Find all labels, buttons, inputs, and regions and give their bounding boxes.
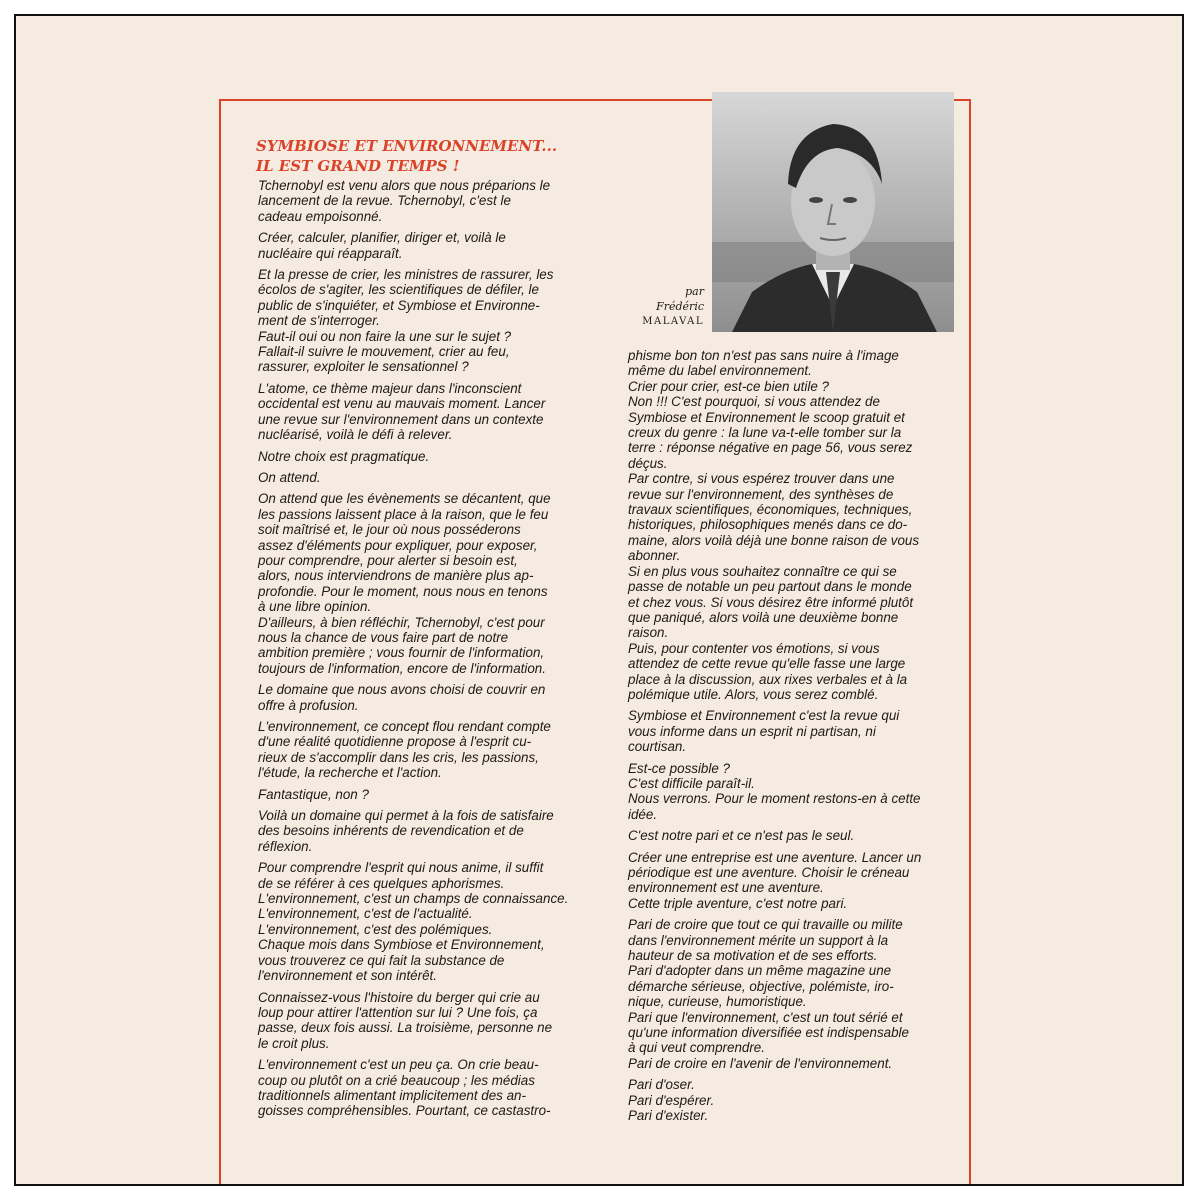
text-line: passe de notable un peu partout dans le monde — [628, 579, 912, 595]
text-line: l'étude, la recherche et l'action. — [258, 765, 442, 781]
text-line: soit maîtrisé et, le jour où nous posséderons — [258, 522, 521, 538]
text-line: environnement est une aventure. — [628, 880, 824, 896]
text-line: Pari d'adopter dans un même magazine une — [628, 963, 892, 979]
text-line: Pari que l'environnement, c'est un tout sérié et — [628, 1009, 903, 1025]
left-column — [258, 178, 591, 1125]
text-line: maine, alors voilà déjà une bonne raison de vous — [628, 532, 920, 548]
text-line: réflexion. — [258, 838, 313, 854]
paragraph — [258, 719, 591, 781]
text-line: lancement de la revue. Tchernobyl, c'est le — [258, 193, 511, 209]
text-line: loup pour attirer l'attention sur lui ? Une fois, ça — [258, 1004, 538, 1020]
text-line: d'une réalité quotidienne propose à l'esprit cu- — [258, 734, 532, 750]
text-line: Puis, pour contenter vos émotions, si vous — [628, 640, 880, 656]
text-line: Voilà un domaine qui permet à la fois de satisfaire — [258, 808, 554, 824]
text-line: Faut-il oui ou non faire la une sur le sujet ? — [258, 328, 512, 344]
text-line: déçus. — [628, 455, 668, 471]
text-line: C'est notre pari et ce n'est pas le seul. — [628, 828, 855, 844]
text-line: ambition première ; vous fournir de l'information, — [258, 645, 545, 661]
text-line: Cette triple aventure, c'est notre pari. — [628, 895, 848, 911]
text-line: L'environnement, c'est des polémiques. — [258, 921, 493, 937]
text-line: démarche sérieuse, objective, polémiste, iro- — [628, 978, 894, 994]
text-line: nique, curieuse, humoristique. — [628, 994, 807, 1010]
text-line: Pour comprendre l'esprit qui nous anime, il suffit — [258, 860, 544, 876]
text-line: Fallait-il suivre le mouvement, crier au feu, — [258, 344, 510, 360]
text-line: nous la chance de vous faire part de notre — [258, 629, 509, 645]
article-title — [256, 136, 616, 176]
text-line: Pari de croire en l'avenir de l'environnement. — [628, 1055, 893, 1071]
text-line: le croit plus. — [258, 1035, 330, 1051]
paragraph — [628, 828, 956, 843]
paragraph — [258, 491, 591, 676]
author-photo — [712, 92, 954, 332]
text-line: Par contre, si vous espérez trouver dans une — [628, 471, 895, 487]
author-portrait-image — [712, 92, 954, 332]
text-line: Chaque mois dans Symbiose et Environnement, — [258, 937, 545, 953]
text-line: terre : réponse négative en page 56, vous serez — [628, 440, 913, 456]
paragraph — [628, 708, 956, 754]
text-line: assez d'éléments pour expliquer, pour exposer, — [258, 537, 538, 553]
text-line: Pari de croire que tout ce qui travaille ou milite — [628, 917, 903, 933]
text-line: écolos de s'agiter, les scientifiques de défiler, le — [258, 282, 539, 298]
byline-last-name: MALAVAL — [642, 316, 704, 327]
paragraph — [258, 1057, 591, 1119]
title-line-2: IL EST GRAND TEMPS ! — [256, 157, 460, 175]
text-line: Et la presse de crier, les ministres de rassurer, les — [258, 267, 554, 283]
text-line: phisme bon ton n'est pas sans nuire à l'image — [628, 348, 899, 363]
text-line: Tchernobyl est venu alors que nous préparions le — [258, 178, 551, 193]
text-line: Si en plus vous souhaitez connaître ce qui se — [628, 563, 897, 579]
text-line: rieux de s'accomplir dans les cris, les passions, — [258, 749, 539, 765]
magazine-page — [14, 14, 1184, 1186]
text-line: L'environnement, ce concept flou rendant compte — [258, 719, 551, 734]
text-line: offre à profusion. — [258, 697, 359, 713]
paragraph — [258, 787, 591, 802]
text-line: une revue sur l'environnement dans un contexte — [258, 411, 544, 427]
text-line: traditionnels alimentant implicitement des an- — [258, 1087, 526, 1103]
paragraph — [258, 990, 591, 1052]
text-line: vous informe dans un esprit ni partisan, ni — [628, 723, 876, 739]
text-line: toujours de l'information, encore de l'information. — [258, 660, 546, 676]
paragraph — [628, 917, 956, 1071]
right-column — [628, 348, 956, 1130]
paragraph — [258, 230, 591, 261]
text-line: cadeau empoisonné. — [258, 208, 383, 224]
text-line: et chez vous. Si vous désirez être informé plutôt — [628, 594, 914, 610]
text-line: idée. — [628, 806, 658, 822]
paragraph — [628, 850, 956, 912]
text-line: Crier pour crier, est-ce bien utile ? — [628, 378, 829, 394]
text-line: public de s'inquiéter, et Symbiose et Environne- — [258, 297, 540, 313]
text-line: à une libre opinion. — [258, 599, 372, 615]
text-line: nucléarisé, voilà le défi à relever. — [258, 427, 453, 443]
text-line: On attend. — [258, 469, 321, 485]
text-line: rassurer, exploiter le sensationnel ? — [258, 359, 469, 375]
text-line: Notre choix est pragmatique. — [258, 448, 430, 464]
text-line: C'est difficile paraît-il. — [628, 775, 755, 791]
paragraph — [258, 267, 591, 375]
paragraph — [258, 860, 591, 983]
text-line: vous trouverez ce qui fait la substance de — [258, 952, 505, 968]
text-line: passe, deux fois aussi. La troisième, personne ne — [258, 1020, 553, 1036]
text-line: nucléaire qui réapparaît. — [258, 245, 403, 261]
text-line: pour comprendre, pour alerter si besoin est, — [258, 552, 518, 568]
paragraph — [628, 761, 956, 823]
text-line: des besoins inhérents de revendication et de — [258, 823, 524, 839]
text-line: courtisan. — [628, 739, 687, 755]
text-line: Le domaine que nous avons choisi de couvrir en — [258, 682, 546, 698]
text-line: raison. — [628, 625, 669, 641]
text-line: On attend que les évènements se décantent, que — [258, 491, 551, 507]
text-line: ment de s'interroger. — [258, 313, 380, 329]
text-line: creux du genre : la lune va-t-elle tomber sur la — [628, 425, 902, 441]
text-line: Créer, calculer, planifier, diriger et, voilà le — [258, 230, 506, 246]
text-line: L'atome, ce thème majeur dans l'inconscient — [258, 380, 522, 396]
text-line: coup ou plutôt on a crié beaucoup ; les médias — [258, 1072, 535, 1088]
paragraph — [258, 178, 591, 224]
text-line: place à la discussion, aux rixes verbales et à la — [628, 671, 908, 687]
text-line: l'environnement et son intérêt. — [258, 968, 437, 984]
paragraph — [258, 682, 591, 713]
text-line: Créer une entreprise est une aventure. Lancer un — [628, 849, 922, 865]
text-line: Pari d'exister. — [628, 1108, 709, 1124]
text-line: à qui veut comprendre. — [628, 1040, 765, 1056]
text-line: goisses compréhensibles. Pourtant, ce castastro- — [258, 1103, 551, 1119]
paragraph — [628, 1077, 956, 1123]
text-line: Est-ce possible ? — [628, 760, 730, 776]
text-line: travaux scientifiques, économiques, techniques, — [628, 502, 913, 518]
text-line: de se référer à ces quelques aphorismes. — [258, 875, 505, 891]
paragraph — [628, 348, 956, 702]
byline-first-name: Frédéric — [656, 300, 704, 313]
text-line: Symbiose et Environnement c'est la revue qui — [628, 708, 900, 724]
text-line: Symbiose et Environnement le scoop gratuit et — [628, 409, 905, 425]
text-line: Pari d'espérer. — [628, 1092, 715, 1108]
text-line: occidental est venu au mauvais moment. Lancer — [258, 396, 546, 412]
author-byline — [616, 284, 704, 329]
paragraph — [258, 470, 591, 485]
text-line: qu'une information diversifiée est indispensable — [628, 1025, 909, 1041]
text-line: revue sur l'environnement, des synthèses de — [628, 486, 894, 502]
paragraph — [258, 808, 591, 854]
text-line: hauteur de sa motivation et de ses efforts. — [628, 948, 878, 964]
text-line: les passions laissent place à la raison, que le feu — [258, 506, 549, 522]
text-line: Fantastique, non ? — [258, 786, 369, 802]
text-line: dans l'environnement mérite un support à la — [628, 932, 889, 948]
text-line: L'environnement c'est un peu ça. On crie beau- — [258, 1057, 539, 1073]
text-line: historiques, philosophiques menés dans ce do- — [628, 517, 908, 533]
text-line: L'environnement, c'est de l'actualité. — [258, 906, 473, 922]
text-line: que paniqué, alors voilà une deuxième bonne — [628, 609, 899, 625]
text-line: Non !!! C'est pourquoi, si vous attendez de — [628, 394, 880, 410]
text-line: L'environnement, c'est un champs de connaissance. — [258, 891, 569, 907]
text-line: polémique utile. Alors, vous serez comblé. — [628, 686, 879, 702]
text-line: profondie. Pour le moment, nous nous en tenons — [258, 583, 548, 599]
title-line-1: SYMBIOSE ET ENVIRONNEMENT... — [256, 137, 558, 155]
text-line: D'ailleurs, à bien réfléchir, Tchernobyl, c'est pour — [258, 614, 545, 630]
paragraph — [258, 449, 591, 464]
text-line: Pari d'oser. — [628, 1077, 695, 1093]
byline-par: par — [685, 285, 704, 298]
text-line: même du label environnement. — [628, 363, 812, 379]
text-line: alors, nous interviendrons de manière plus ap- — [258, 568, 534, 584]
text-line: abonner. — [628, 548, 681, 564]
paragraph — [258, 381, 591, 443]
text-line: périodique est une aventure. Choisir le créneau — [628, 865, 910, 880]
text-line: Connaissez-vous l'histoire du berger qui crie au — [258, 989, 540, 1005]
text-line: attendez de cette revue qu'elle fasse une large — [628, 656, 906, 672]
text-line: Nous verrons. Pour le moment restons-en à cette — [628, 791, 921, 807]
